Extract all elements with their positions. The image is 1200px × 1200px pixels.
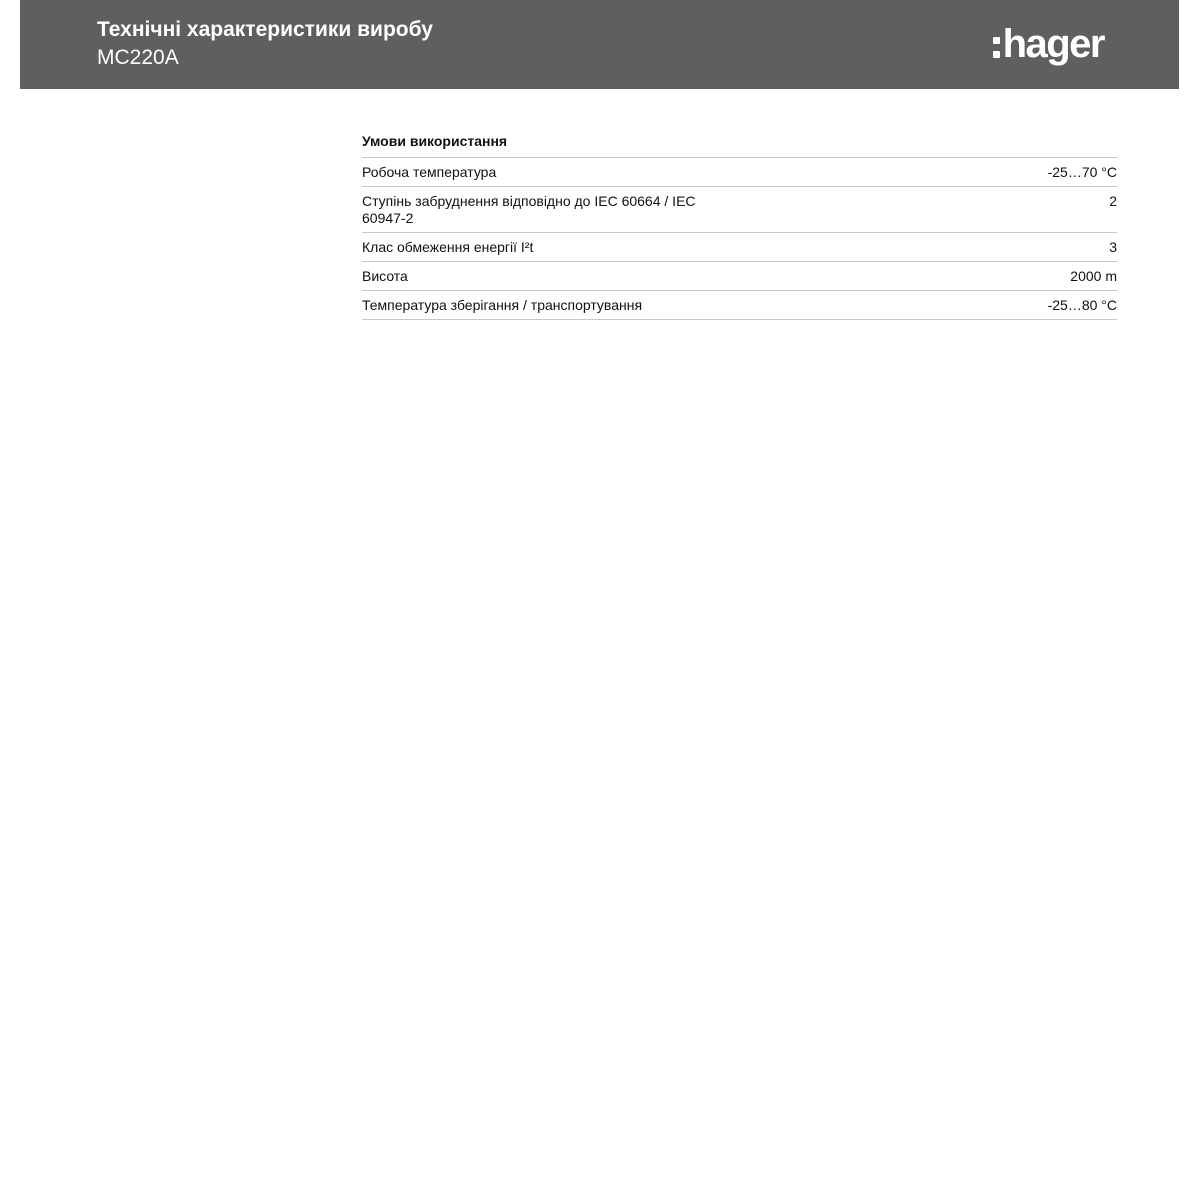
usage-conditions-section	[362, 133, 1117, 320]
spec-value: 2000 m	[1070, 268, 1117, 284]
logo-wordmark: hager	[1002, 22, 1104, 66]
spec-label: Клас обмеження енергії I²t	[362, 239, 534, 255]
spec-label: Ступінь забруднення відповідно до IEC 60664 / IEC 60947-2	[362, 193, 696, 226]
spec-label: Висота	[362, 268, 408, 284]
spec-row-storage-temperature	[362, 291, 1117, 320]
spec-row-pollution-degree	[362, 187, 1117, 233]
spec-value: 2	[1109, 193, 1117, 209]
spec-row-altitude	[362, 262, 1117, 291]
page-title: Технічні характеристики виробу	[97, 18, 433, 41]
spec-row-operating-temperature	[362, 158, 1117, 187]
page-header	[20, 0, 1179, 89]
logo-dot	[993, 51, 1000, 58]
logo-colon-icon	[993, 37, 1000, 58]
product-code: MC220A	[97, 46, 179, 69]
spec-value: -25…70 °C	[1047, 164, 1117, 180]
hager-logo	[993, 22, 1104, 66]
spec-label: Температура зберігання / транспортування	[362, 297, 643, 313]
spec-value: -25…80 °C	[1047, 297, 1117, 313]
section-title: Умови використання	[362, 133, 1117, 158]
logo-dot	[993, 37, 1000, 44]
spec-row-energy-limiting-class	[362, 233, 1117, 262]
spec-label: Робоча температура	[362, 164, 497, 180]
spec-value: 3	[1109, 239, 1117, 255]
